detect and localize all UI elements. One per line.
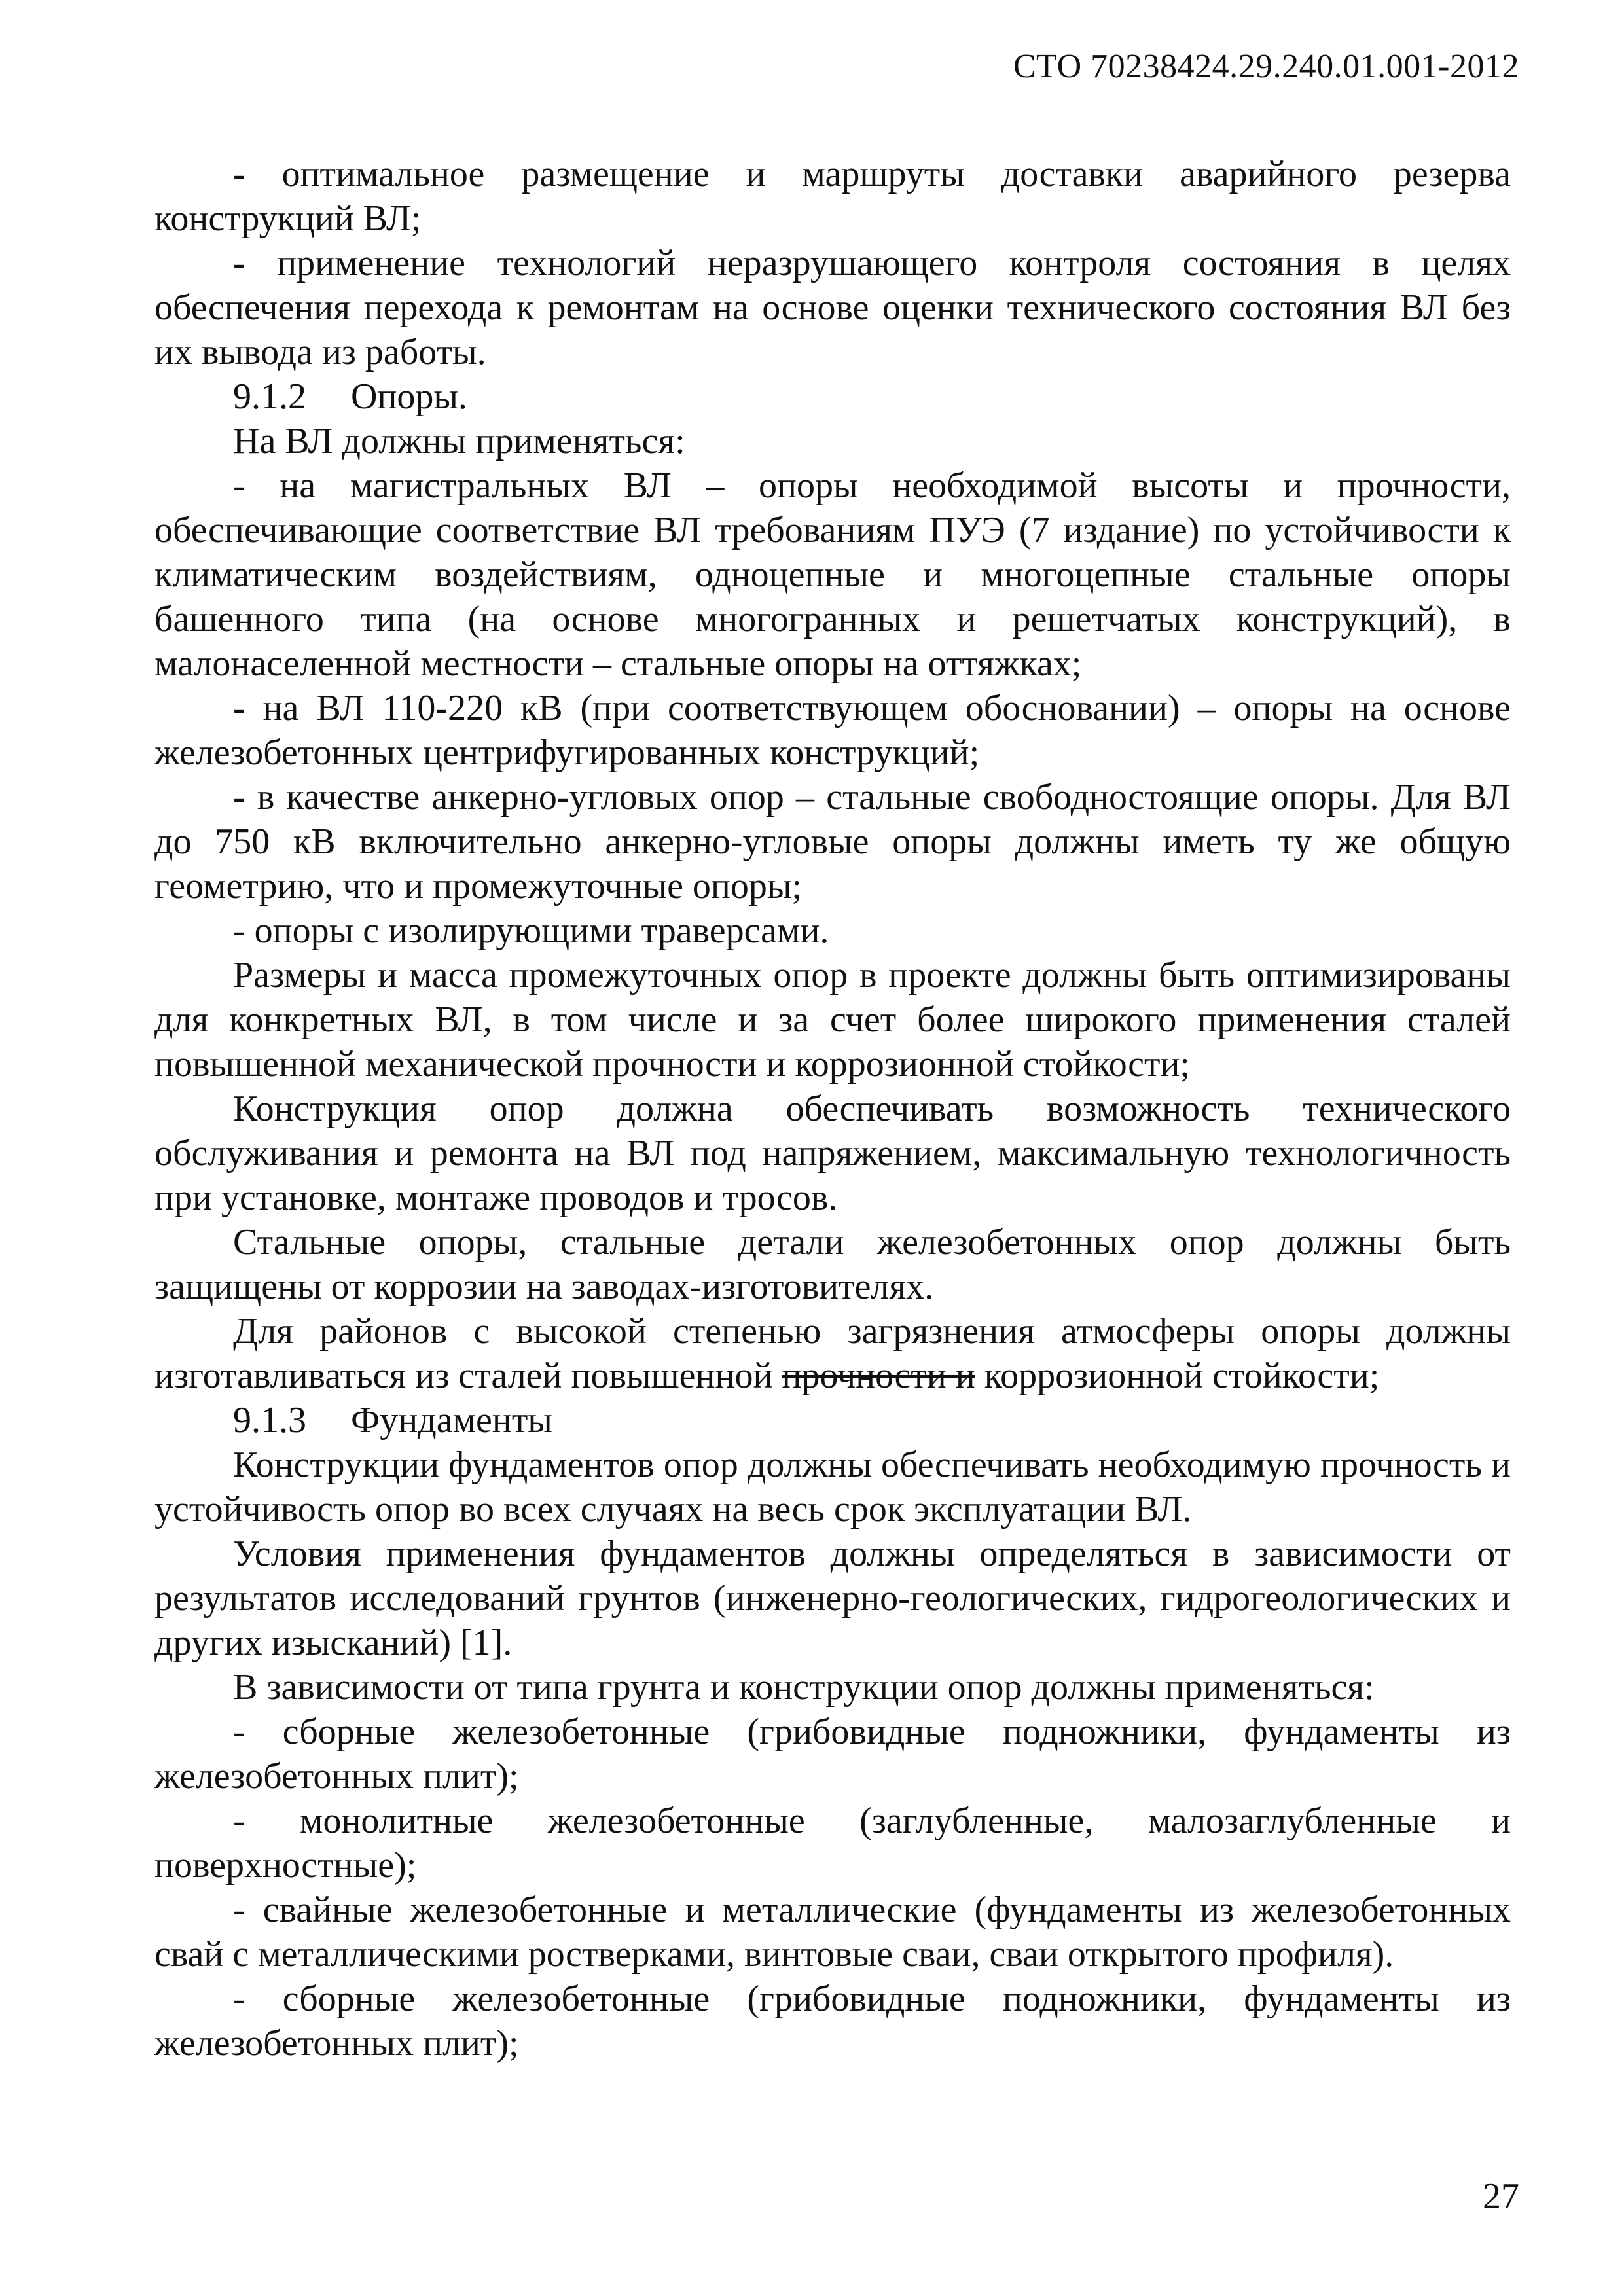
- page-number: 27: [1483, 2176, 1519, 2217]
- section-9-1-3: [154, 1398, 1511, 1443]
- paragraph-text: Для районов с высокой степенью загрязнения атмосферы опоры должны изготавливаться из сталей повышенной: [154, 1311, 1511, 1396]
- list-item-precast-2: - сборные железобетонные (грибовидные подножники, фундаменты из железобетонных плит);: [154, 1979, 1511, 2064]
- para-foundation-designs: Конструкции фундаментов опор должны обеспечивать необходимую прочность и устойчивость опор во всех случаях на весь срок эксплуатации ВЛ.: [154, 1444, 1511, 1530]
- section-9-1-2: [154, 374, 1511, 419]
- section-number: 9.1.3: [233, 1400, 306, 1441]
- document-code-header: СТО 70238424.29.240.01.001-2012: [1013, 48, 1519, 85]
- section-title: Фундаменты: [351, 1400, 552, 1441]
- list-item-nondestructive-control: - применение технологий неразрушающего контроля состояния в целях обеспечения перехода к ремонтам на основе оценки технического состояния ВЛ без их вывода из работы.: [154, 243, 1511, 372]
- struck-text: прочности и: [782, 1355, 975, 1396]
- section-number: 9.1.2: [233, 376, 306, 417]
- list-item-reserve-placement: - оптимальное размещение и маршруты доставки аварийного резерва конструкций ВЛ;: [154, 154, 1511, 239]
- list-item-pile: - свайные железобетонные и металлические (фундаменты из железобетонных свай с металлическими ростверками, винтовые сваи, сваи открытого профиля).: [154, 1890, 1511, 1975]
- page-body: [154, 152, 1511, 2066]
- para-corrosion-protection: Стальные опоры, стальные детали железобетонных опор должны быть защищены от коррозии на заводах-изготовителях.: [154, 1222, 1511, 1307]
- list-item-insulating-traverses: - опоры с изолирующими траверсами.: [233, 910, 829, 951]
- para-design-maintenance: Конструкция опор должна обеспечивать возможность технического обслуживания и ремонта на ВЛ под напряжением, максимальную технологичность при установке, монтаже проводов и тросов.: [154, 1088, 1511, 1218]
- list-item-110-220kv: - на ВЛ 110-220 кВ (при соответствующем обосновании) – опоры на основе железобетонных центрифугированных конструкций;: [154, 688, 1511, 773]
- para-sizes-mass: Размеры и масса промежуточных опор в проекте должны быть оптимизированы для конкретных ВЛ, в том числе и за счет более широкого применения сталей повышенной механической прочности и коррозионной стойкости;: [154, 955, 1511, 1085]
- para-polluted-areas: [154, 1309, 1511, 1398]
- section-title: Опоры.: [351, 376, 468, 417]
- list-item-anchor-angle: - в качестве анкерно-угловых опор – стальные свободностоящие опоры. Для ВЛ до 750 кВ включительно анкерно-угловые опоры должны иметь ту же общую геометрию, что и промежуточные опоры;: [154, 777, 1511, 906]
- para-supports-intro: На ВЛ должны применяться:: [233, 421, 685, 461]
- list-item-main-lines: - на магистральных ВЛ – опоры необходимой высоты и прочности, обеспечивающие соответствие ВЛ требованиям ПУЭ (7 издание) по устойчивости к климатическим воздействиям, одноцепные и многоцепные стальные опоры башенного типа (на основе многогранных и решетчатых конструкций), в малонаселенной местности – стальные опоры на оттяжках;: [154, 465, 1511, 684]
- para-foundation-conditions: Условия применения фундаментов должны определяться в зависимости от результатов исследований грунтов (инженерно-геологических, гидрогеологических и других изысканий) [1].: [154, 1534, 1511, 1663]
- list-item-monolithic: - монолитные железобетонные (заглубленные, малозаглубленные и поверхностные);: [154, 1801, 1511, 1886]
- paragraph-text: коррозионной стойкости;: [975, 1355, 1380, 1396]
- para-soil-types: В зависимости от типа грунта и конструкции опор должны применяться:: [233, 1667, 1375, 1708]
- list-item-precast-1: - сборные железобетонные (грибовидные подножники, фундаменты из железобетонных плит);: [154, 1712, 1511, 1797]
